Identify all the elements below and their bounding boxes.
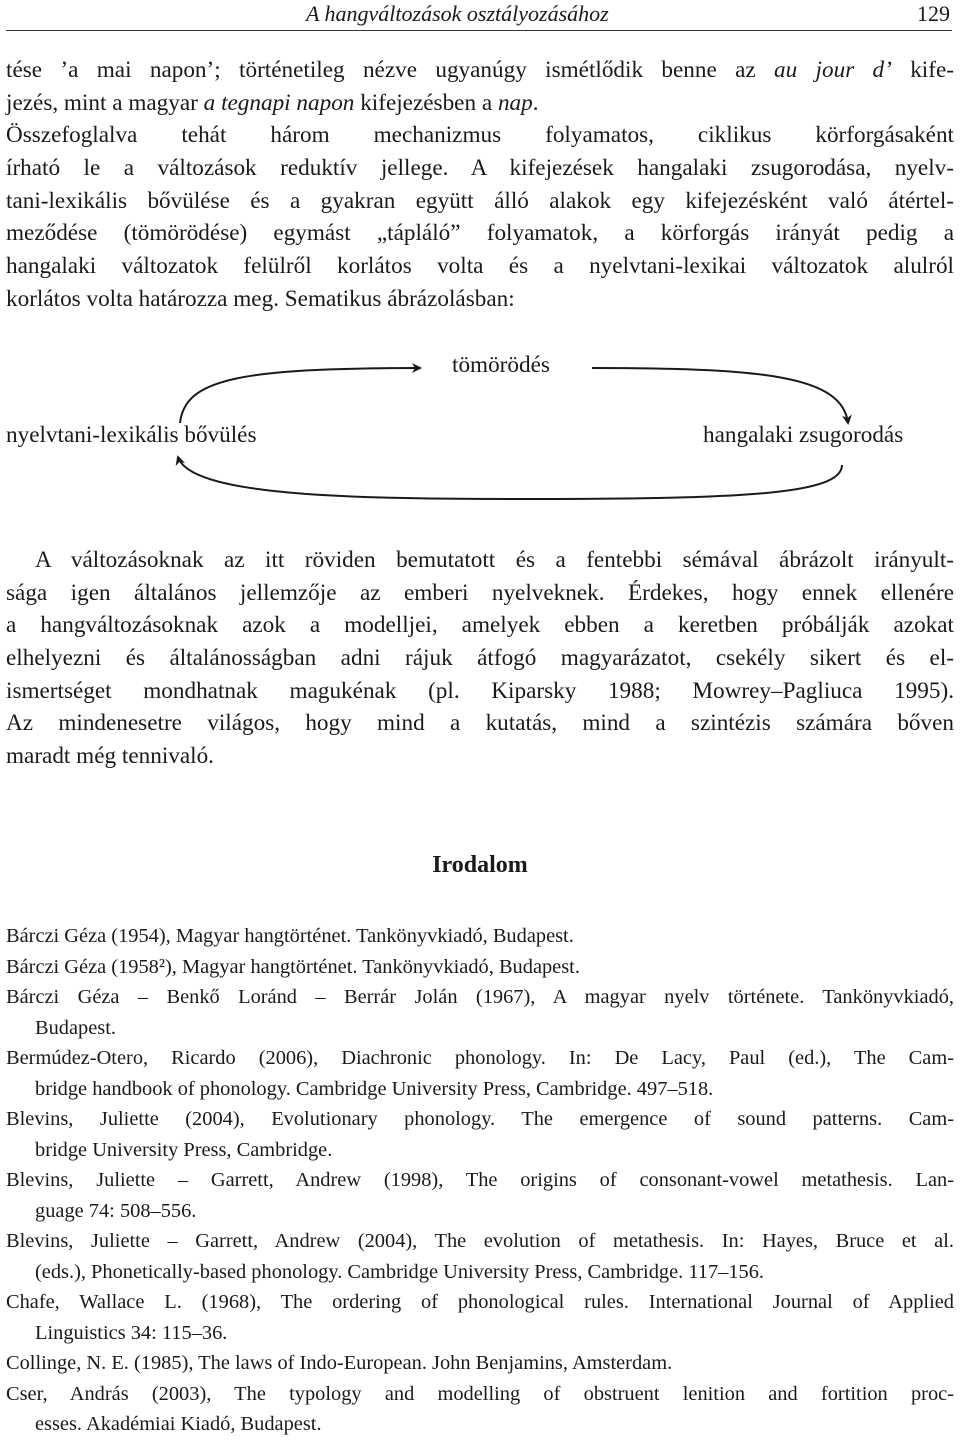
cycle-diagram — [0, 340, 960, 515]
arrow-bottom — [178, 457, 842, 499]
reference-entry-continuation: (eds.), Phonetically-based phonology. Cambridge University Press, Cambridge. 117–156. — [35, 1260, 765, 1283]
arrow-top-right — [592, 368, 848, 423]
text-line: a hangváltozásoknak azok a modelljei, amelyek ebben a keretben próbálják azokat — [6, 612, 954, 639]
references-heading: Irodalom — [432, 852, 528, 878]
text-line: Az mindenesetre világos, hogy mind a kutatás, mind a szintézis számára bőven — [6, 710, 954, 737]
text-line: korlátos volta határozza meg. Sematikus ábrázolásban: — [6, 285, 515, 312]
reference-entry: Collinge, N. E. (1985), The laws of Indo-European. John Benjamins, Amsterdam. — [6, 1352, 673, 1374]
diagram-left-label: nyelvtani-lexikális bővülés — [6, 422, 257, 448]
reference-entry: Blevins, Juliette – Garrett, Andrew (2004), The evolution of metathesis. In: Hayes, Bruce et al. — [6, 1230, 954, 1252]
reference-entry-continuation: bridge University Press, Cambridge. — [35, 1138, 333, 1161]
reference-entry-continuation: bridge handbook of phonology. Cambridge University Press, Cambridge. 497–518. — [35, 1077, 714, 1100]
reference-entry: Chafe, Wallace L. (1968), The ordering of phonological rules. International Journal of Applied — [6, 1291, 954, 1313]
text-line: tani-lexikális bővülése és a gyakran együtt álló alakok egy kifejezésként való átértel- — [6, 187, 954, 214]
reference-entry: Cser, András (2003), The typology and modelling of obstruent lenition and fortition proc- — [6, 1382, 954, 1405]
text-line: Összefoglalva tehát három mechanizmus folyamatos, ciklikus körforgásaként — [6, 122, 954, 149]
text-line: sága igen általános jellemzője az emberi nyelveknek. Érdekes, hogy ennek ellenére — [6, 579, 954, 606]
reference-entry-continuation: Budapest. — [35, 1016, 116, 1039]
diagram-top-label: tömörödés — [452, 352, 550, 378]
reference-entry-continuation: esses. Akadémiai Kiadó, Budapest. — [35, 1413, 322, 1435]
reference-entry: Blevins, Juliette – Garrett, Andrew (1998), The origins of consonant-vowel metathesis. Lan- — [6, 1169, 954, 1191]
text-line: ismertséget mondhatnak magukénak (pl. Kiparsky 1988; Mowrey–Pagliuca 1995). — [6, 677, 954, 704]
reference-entry: Bermúdez-Otero, Ricardo (2006), Diachronic phonology. In: De Lacy, Paul (ed.), The Cam- — [6, 1047, 954, 1069]
reference-entry: Bárczi Géza (1958²), Magyar hangtörténet. Tankönyvkiadó, Budapest. — [6, 955, 580, 978]
reference-entry: Blevins, Juliette (2004), Evolutionary phonology. The emergence of sound patterns. Cam- — [6, 1108, 954, 1130]
text-line: tése ’a mai napon’; történetileg nézve ugyanúgy ismétlődik benne az au jour d’ kife- — [6, 57, 954, 83]
paragraph-continuation — [6, 54, 954, 316]
text-line: A változásoknak az itt röviden bemutatott és a fentebbi sémával ábrázolt irányult- — [35, 547, 954, 573]
reference-entry-continuation: Linguistics 34: 115–36. — [35, 1321, 228, 1344]
text-line: jezés, mint a magyar a tegnapi napon kifejezésben a nap. — [6, 89, 539, 116]
text-line: maradt még tennivaló. — [6, 743, 214, 770]
reference-entry: Bárczi Géza (1954), Magyar hangtörténet. Tankönyvkiadó, Budapest. — [6, 925, 574, 947]
reference-entry-continuation: guage 74: 508–556. — [35, 1199, 197, 1222]
diagram-right-label: hangalaki zsugorodás — [703, 422, 904, 448]
running-head-title: A hangváltozások osztályozásához — [306, 1, 609, 26]
text-line: elhelyezni és általánosságban adni rájuk átfogó magyarázatot, csekély sikert és el- — [6, 645, 954, 672]
paragraph-conclusion — [6, 544, 954, 773]
text-line: írható le a változások reduktív jellege. A kifejezések hangalaki zsugorodása, nyelv- — [6, 155, 954, 182]
reference-entry: Bárczi Géza – Benkő Loránd – Berrár Jolán (1967), A magyar nyelv története. Tankönyvkiadó, — [6, 986, 954, 1008]
text-line: meződése (tömörödése) egymást „tápláló” folyamatok, a körforgás irányát pedig a — [6, 220, 954, 247]
page-number: 129 — [917, 1, 950, 26]
running-head — [6, 0, 952, 31]
references-list — [6, 921, 954, 1440]
text-line: hangalaki változatok felülről korlátos volta és a nyelvtani-lexikai változatok alulról — [6, 253, 954, 280]
arrow-top-left — [180, 368, 420, 423]
